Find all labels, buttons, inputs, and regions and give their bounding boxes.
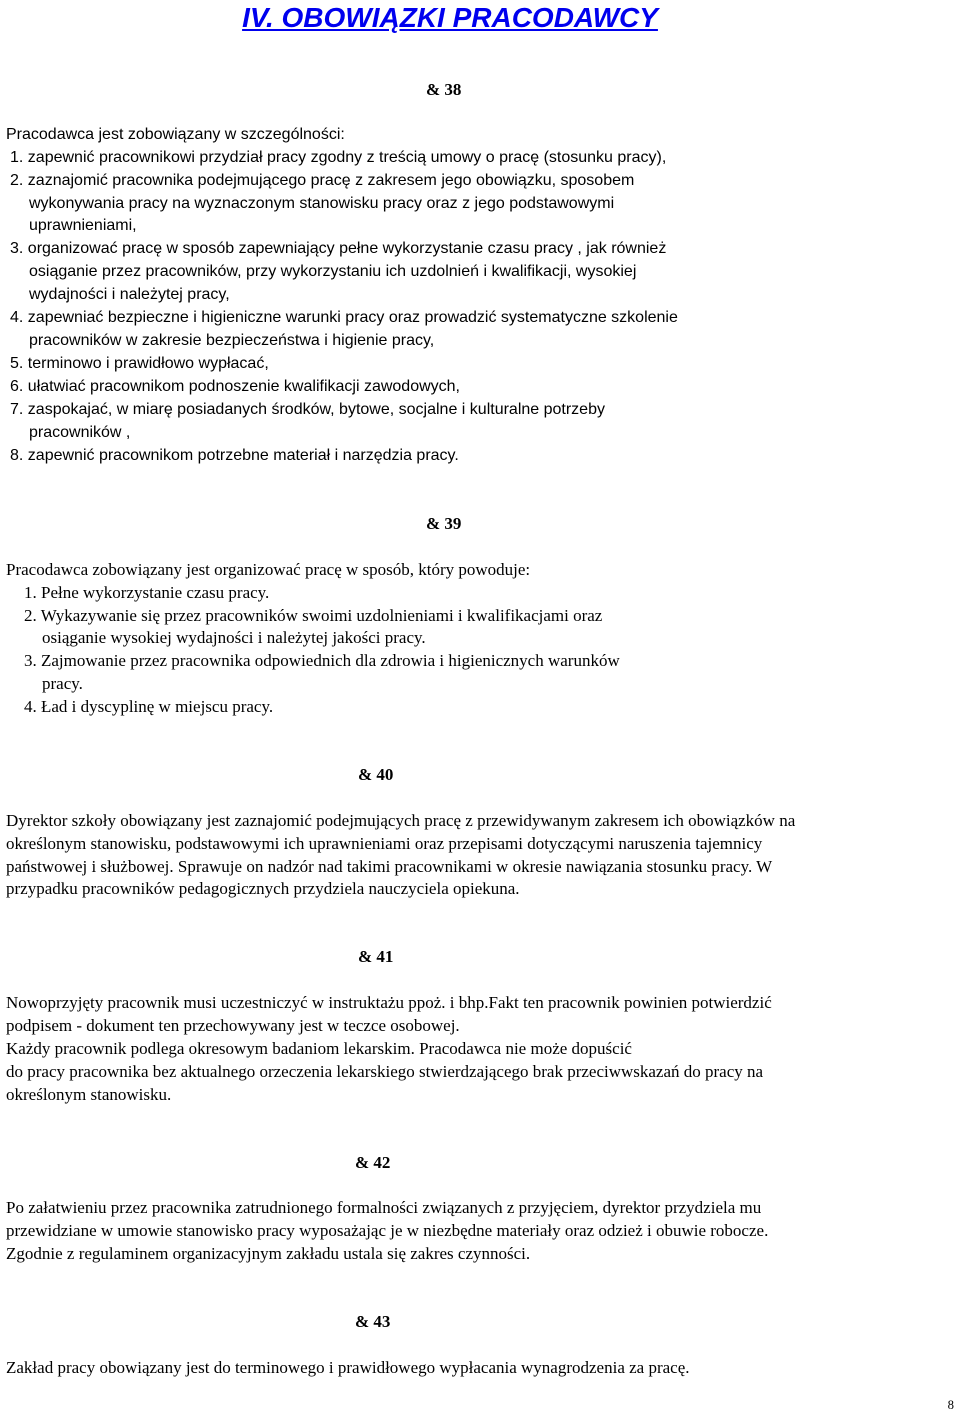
s41-line-4: określonym stanowisku. — [6, 1085, 172, 1104]
s38-line-13: pracowników , — [29, 424, 131, 441]
s38-line-9: pracowników w zakresie bezpieczeństwa i higienie pracy, — [29, 332, 435, 349]
s38-line-6: osiąganie przez pracowników, przy wykorzystaniu ich uzdolnień i kwalifikacji, wysokiej — [29, 263, 637, 280]
section-heading-43: & 43 — [355, 1312, 391, 1331]
s38-line-10: 5. terminowo i prawidłowo wypłacać, — [10, 355, 269, 372]
section-heading-39: & 39 — [426, 514, 462, 533]
s38-line-7: wydajności i należytej pracy, — [29, 286, 230, 303]
s39-line-2: 2. Wykazywanie się przez pracowników swoimi uzdolnieniami i kwalifikacjami oraz — [24, 606, 603, 625]
s40-line-0: Dyrektor szkoły obowiązany jest zaznajomić podejmujących pracę z przewidywanym zakresem ich obowiązków na — [6, 811, 796, 830]
s38-line-0: Pracodawca jest zobowiązany w szczególności: — [6, 126, 345, 143]
s38-line-8: 4. zapewniać bezpieczne i higieniczne warunki pracy oraz prowadzić systematyczne szkolenie — [10, 309, 678, 326]
s41-line-3: do pracy pracownika bez aktualnego orzeczenia lekarskiego stwierdzającego brak przeciwwskazań do pracy na — [6, 1062, 764, 1081]
s39-line-3: osiąganie wysokiej wydajności i należytej jakości pracy. — [42, 628, 426, 647]
s38-line-3: wykonywania pracy na wyznaczonym stanowisku pracy oraz z jego podstawowymi — [29, 195, 615, 212]
page-title: IV. OBOWIĄZKI PRACODAWCY — [242, 2, 658, 33]
s40-line-3: przypadku pracowników pedagogicznych przydziela nauczyciela opiekuna. — [6, 879, 520, 898]
s39-line-5: pracy. — [42, 674, 83, 693]
s39-line-1: 1. Pełne wykorzystanie czasu pracy. — [24, 583, 270, 602]
s38-line-5: 3. organizować pracę w sposób zapewniający pełne wykorzystanie czasu pracy , jak również — [10, 240, 667, 257]
s42-line-0: Po załatwieniu przez pracownika zatrudnionego formalności związanych z przyjęciem, dyrektor przydziela mu — [6, 1198, 762, 1217]
section-heading-40: & 40 — [358, 765, 394, 784]
s38-line-4: uprawnieniami, — [29, 217, 137, 234]
s40-line-1: określonym stanowisku, podstawowymi ich uprawnieniami oraz przepisami dotyczącymi naruszenia tajemnicy — [6, 834, 763, 853]
s42-line-2: Zgodnie z regulaminem organizacyjnym zakładu ustala się zakres czynności. — [6, 1244, 531, 1263]
s40-line-2: państwowej i służbowej. Sprawuje on nadzór nad takimi pracownikami w okresie nawiązania stosunku pracy. W — [6, 857, 773, 876]
s38-line-14: 8. zapewnić pracownikom potrzebne materiał i narzędzia pracy. — [10, 447, 459, 464]
s38-line-2: 2. zaznajomić pracownika podejmującego pracę z zakresem jego obowiązku, sposobem — [10, 172, 635, 189]
s38-line-11: 6. ułatwiać pracownikom podnoszenie kwalifikacji zawodowych, — [10, 378, 460, 395]
s41-line-0: Nowoprzyjęty pracownik musi uczestniczyć w instruktażu ppoż. i bhp.Fakt ten pracownik powinien potwierdzić — [6, 993, 772, 1012]
section-heading-41: & 41 — [358, 947, 394, 966]
s41-line-1: podpisem - dokument ten przechowywany jest w teczce osobowej. — [6, 1016, 460, 1035]
s38-line-1: 1. zapewnić pracownikowi przydział pracy zgodny z treścią umowy o pracę (stosunku pracy), — [10, 149, 667, 166]
s39-line-0: Pracodawca zobowiązany jest organizować pracę w sposób, który powoduje: — [6, 560, 531, 579]
s39-line-6: 4. Ład i dyscyplinę w miejscu pracy. — [24, 697, 274, 716]
s39-line-4: 3. Zajmowanie przez pracownika odpowiednich dla zdrowia i higienicznych warunków — [24, 651, 620, 670]
page-number: 8 — [947, 1398, 954, 1412]
s43-line-0: Zakład pracy obowiązany jest do terminowego i prawidłowego wypłacania wynagrodzenia za pracę. — [6, 1358, 690, 1377]
s41-line-2: Każdy pracownik podlega okresowym badaniom lekarskim. Pracodawca nie może dopuścić — [6, 1039, 632, 1058]
s38-line-12: 7. zaspokajać, w miarę posiadanych środków, bytowe, socjalne i kulturalne potrzeby — [10, 401, 605, 418]
section-heading-38: & 38 — [426, 80, 462, 99]
s42-line-1: przewidziane w umowie stanowisko pracy wyposażając je w niezbędne materiały oraz odzież i obuwie robocze. — [6, 1221, 769, 1240]
section-heading-42: & 42 — [355, 1153, 391, 1172]
